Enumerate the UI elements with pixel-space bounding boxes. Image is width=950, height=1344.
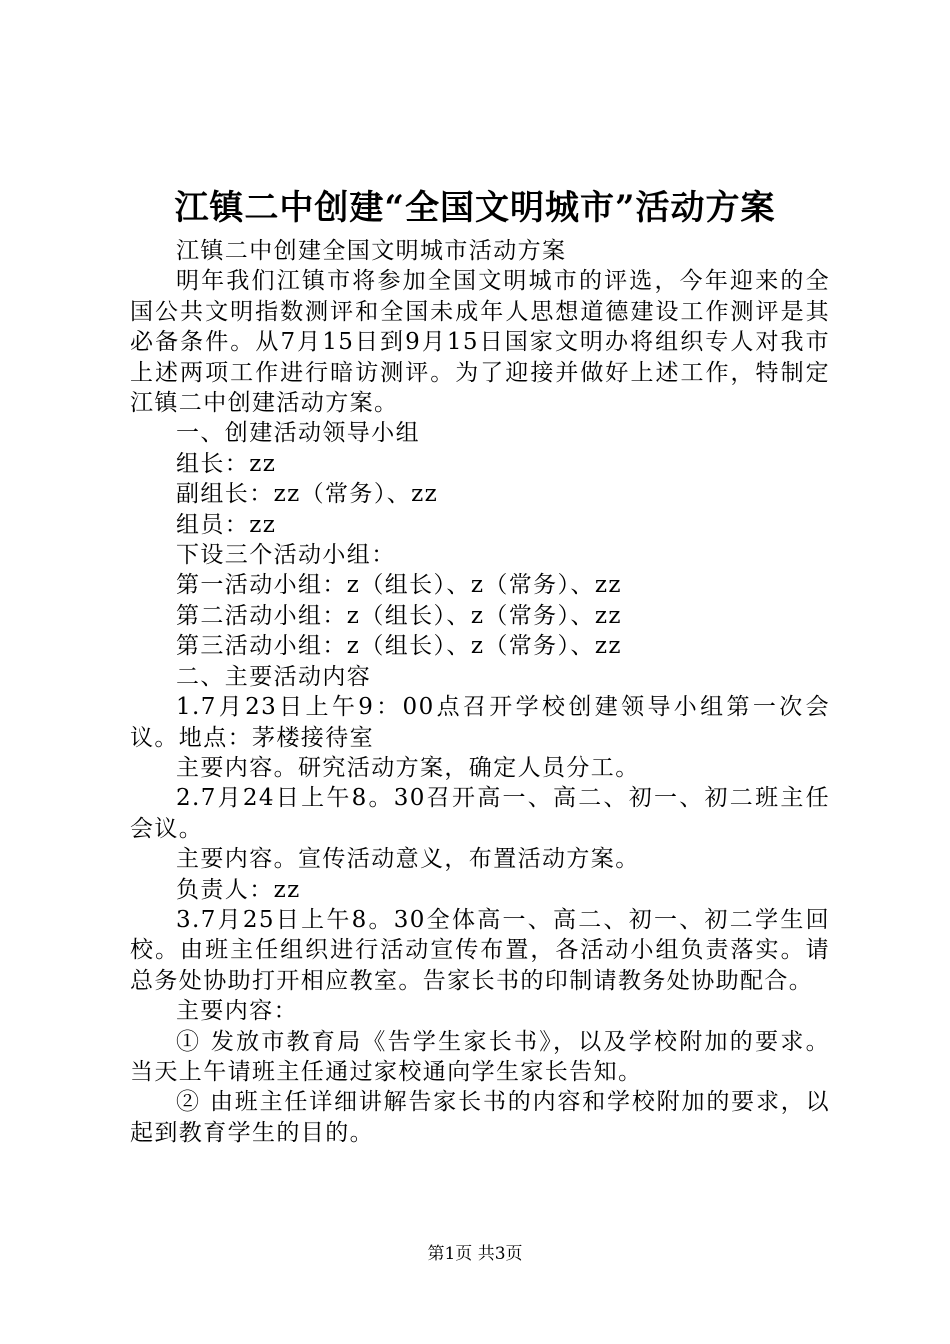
paragraph: 下设三个活动小组：: [176, 542, 396, 569]
paragraph: 第一活动小组：z（组长）、z（常务）、zz: [176, 572, 622, 599]
paragraph: 组员：zz: [176, 511, 277, 538]
paragraph: 主要内容。宣传活动意义，布置活动方案。: [176, 846, 640, 873]
paragraph: 第二活动小组：z（组长）、z（常务）、zz: [176, 602, 622, 629]
paragraph: 组长：zz: [176, 450, 277, 477]
document-title: 江镇二中创建“全国文明城市”活动方案: [174, 188, 776, 228]
document-body: [130, 236, 830, 1148]
section-heading: 二、主要活动内容: [176, 663, 372, 690]
paragraph: 明年我们江镇市将参加全国文明城市的评选，今年迎来的全国公共文明指数测评和全国未成年人思想道德建设工作测评是其必备条件。从7月15日到9月15日国家文明办将组织专人对我市上述两项工作进行暗访测评。为了迎接并做好上述工作，特制定江镇二中创建活动方案。: [130, 268, 830, 417]
paragraph: 3.7月25日上午8。30全体高一、高二、初一、初二学生回校。由班主任组织进行活动宣传布置，各活动小组负责落实。请总务处协助打开相应教室。告家长书的印制请教务处协助配合。: [130, 906, 830, 994]
paragraph: 负责人：zz: [176, 876, 301, 903]
paragraph: 主要内容。研究活动方案，确定人员分工。: [176, 754, 640, 781]
page-number-footer: 第1页 共3页: [427, 1244, 523, 1264]
paragraph: 主要内容：: [176, 998, 298, 1025]
paragraph: 副组长：zz（常务）、zz: [176, 481, 439, 508]
paragraph: 2.7月24日上午8。30召开高一、高二、初一、初二班主任会议。: [130, 785, 830, 842]
paragraph: 第三活动小组：z（组长）、z（常务）、zz: [176, 633, 622, 660]
paragraph: 江镇二中创建全国文明城市活动方案: [176, 238, 567, 264]
paragraph: ② 由班主任详细讲解告家长书的内容和学校附加的要求，以起到教育学生的目的。: [130, 1089, 830, 1146]
section-heading: 一、创建活动领导小组: [176, 420, 420, 447]
paragraph: ① 发放市教育局《告学生家长书》，以及学校附加的要求。当天上午请班主任通过家校通向学生家长告知。: [130, 1028, 830, 1085]
paragraph: 1.7月23日上午9：00点召开学校创建领导小组第一次会议。地点：茅楼接待室: [130, 694, 830, 751]
